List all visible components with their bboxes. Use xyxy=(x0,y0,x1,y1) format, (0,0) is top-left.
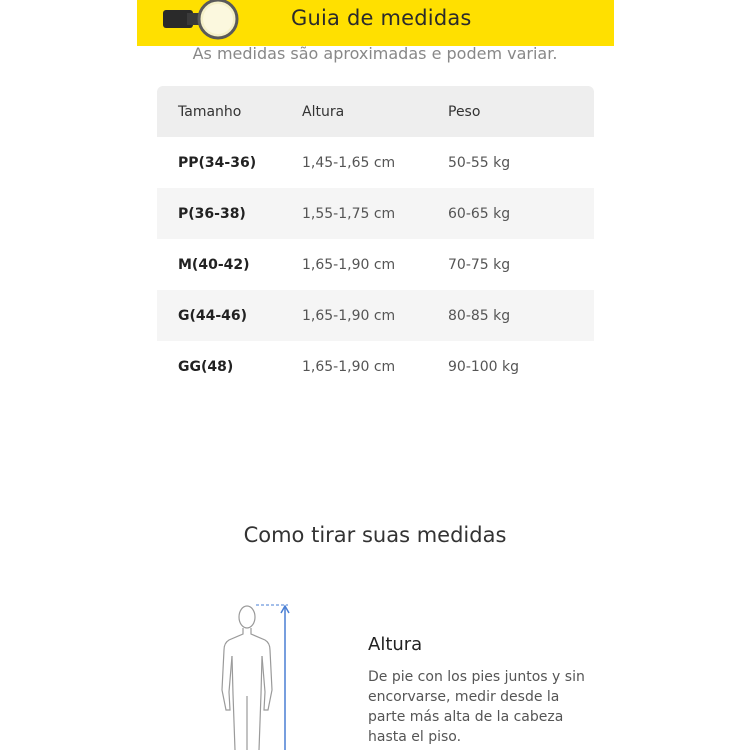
header-weight: Peso xyxy=(448,103,481,120)
weight-cell: 80-85 kg xyxy=(448,307,511,324)
size-cell: G(44-46) xyxy=(178,307,248,324)
weight-cell: 50-55 kg xyxy=(448,154,511,171)
table-row xyxy=(157,188,594,239)
page-title: Guia de medidas xyxy=(291,6,472,30)
measure-desc-line: encorvarse, medir desde la xyxy=(368,689,560,705)
size-cell: GG(48) xyxy=(178,358,234,375)
header-height: Altura xyxy=(302,103,345,120)
size-cell: PP(34-36) xyxy=(178,154,257,171)
measure-desc-line: parte más alta de la cabeza xyxy=(368,709,564,725)
header-bar xyxy=(137,0,614,46)
table-row xyxy=(157,137,594,188)
height-cell: 1,65-1,90 cm xyxy=(302,307,396,324)
weight-cell: 60-65 kg xyxy=(448,205,511,222)
table-header xyxy=(157,86,594,137)
table-row xyxy=(157,239,594,290)
human-body-height-icon xyxy=(216,598,296,750)
height-cell: 1,55-1,75 cm xyxy=(302,205,396,222)
size-cell: M(40-42) xyxy=(178,256,250,273)
header-size: Tamanho xyxy=(178,103,242,120)
height-cell: 1,65-1,90 cm xyxy=(302,256,396,273)
measure-desc-line: De pie con los pies juntos y sin xyxy=(368,669,585,685)
measure-desc-line: hasta el piso. xyxy=(368,729,462,745)
how-to-title: Como tirar suas medidas xyxy=(243,523,507,547)
size-cell: P(36-38) xyxy=(178,205,246,222)
table-row xyxy=(157,341,594,392)
weight-cell: 90-100 kg xyxy=(448,358,520,375)
magnifier-logo-icon xyxy=(161,0,241,42)
height-cell: 1,65-1,90 cm xyxy=(302,358,396,375)
size-table xyxy=(157,86,594,392)
table-row xyxy=(157,290,594,341)
measure-description xyxy=(368,667,588,747)
height-cell: 1,45-1,65 cm xyxy=(302,154,396,171)
weight-cell: 70-75 kg xyxy=(448,256,511,273)
measure-title: Altura xyxy=(368,634,423,655)
subtitle: As medidas são aproximadas e podem variar. xyxy=(192,44,558,63)
